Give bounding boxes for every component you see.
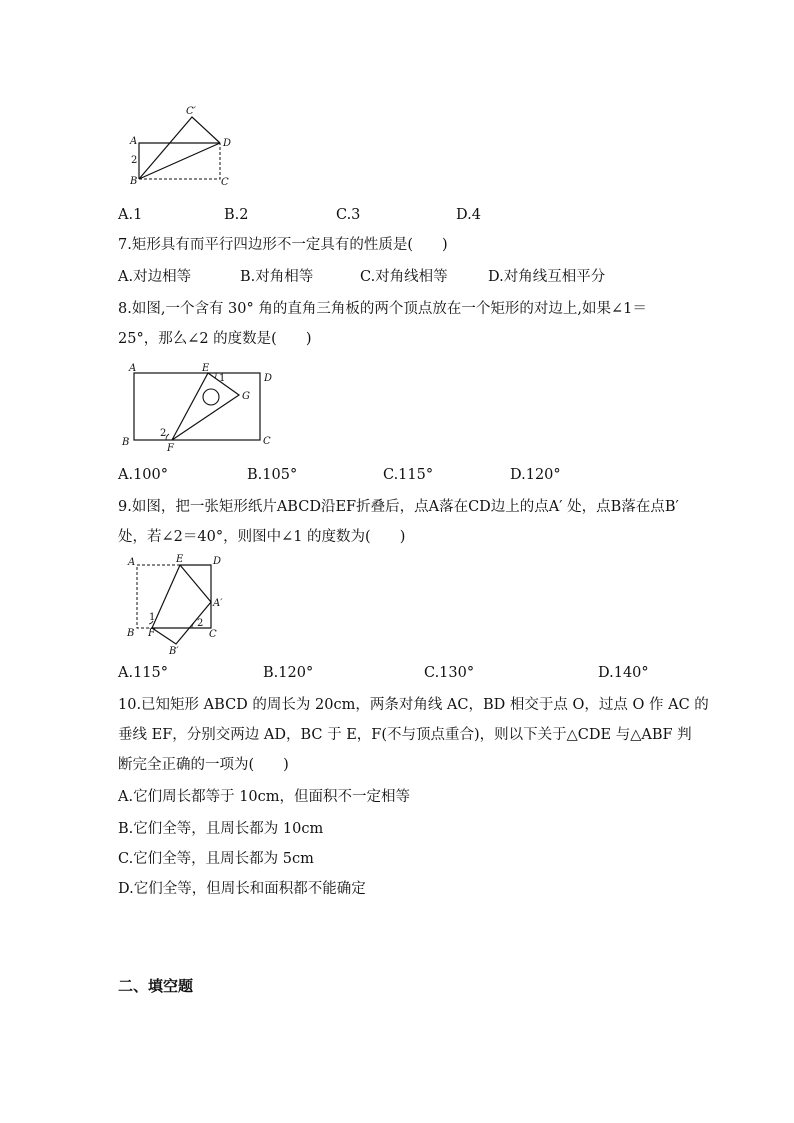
q8-stem-line2: 25°，那么∠2 的度数是( ) [118, 331, 312, 347]
q8-label-a: A [129, 363, 137, 374]
q7-option-c[interactable]: C.对角线相等 [360, 269, 448, 285]
q9-label-a: A [128, 557, 136, 568]
q6-label-c-prime: C′ [186, 106, 196, 117]
q8-option-d[interactable]: D.120° [510, 467, 561, 483]
q8-label-g: G [242, 391, 250, 402]
q6-label-a: A [130, 136, 138, 147]
q8-angle2-arc [166, 434, 169, 440]
q8-label-b: B [122, 437, 130, 448]
q7-option-d[interactable]: D.对角线互相平分 [488, 269, 606, 285]
q8-stem-line1: 8.如图,一个含有 30° 角的直角三角板的两个顶点放在一个矩形的对边上,如果∠1＝ [118, 301, 647, 317]
q8-figure [116, 360, 286, 456]
q9-label-f: F [148, 628, 155, 639]
q9-label-b: B [127, 628, 135, 639]
q8-label-c: C [263, 436, 271, 447]
q8-angle1-arc [215, 373, 216, 378]
q6-option-c[interactable]: C.3 [336, 207, 361, 223]
q9-label-c: C [209, 629, 217, 640]
q9-label-b-prime: B′ [169, 646, 179, 657]
q9-label-a-prime: A′ [213, 598, 223, 609]
q10-option-c[interactable]: C.它们全等，且周长都为 5cm [118, 851, 314, 867]
q9-label-angle1: 1 [149, 612, 156, 623]
q8-label-angle1: 1 [219, 373, 226, 384]
q8-option-a[interactable]: A.100° [118, 467, 169, 483]
q6-label-d: D [223, 138, 232, 149]
q9-label-e: E [176, 554, 184, 565]
q10-stem-line1: 10.已知矩形 ABCD 的周长为 20cm，两条对角线 AC，BD 相交于点 O，过点 O 作 AC 的 [118, 697, 709, 713]
q9-figure [118, 552, 230, 660]
q10-option-b[interactable]: B.它们全等，且周长都为 10cm [118, 821, 324, 837]
q10-option-d[interactable]: D.它们全等，但周长和面积都不能确定 [118, 881, 366, 897]
q8-label-angle2: 2 [160, 428, 167, 439]
q6-option-b[interactable]: B.2 [224, 207, 249, 223]
q9-folded-part [152, 565, 211, 644]
q6-label-c: C [221, 177, 229, 188]
q8-option-b[interactable]: B.105° [247, 467, 298, 483]
q9-label-d: D [213, 556, 222, 567]
q9-rect-dashed [137, 565, 180, 628]
q8-option-c[interactable]: C.115° [383, 467, 434, 483]
q7-stem: 7.矩形具有而平行四边形不一定具有的性质是( ) [118, 237, 448, 253]
q7-option-b[interactable]: B.对角相等 [240, 269, 314, 285]
q8-label-d: D [264, 373, 273, 384]
q8-set-square [172, 373, 239, 440]
q8-label-f: F [167, 443, 174, 454]
q6-label-side-2: 2 [131, 155, 138, 166]
q8-rectangle [134, 373, 260, 440]
q9-option-d[interactable]: D.140° [598, 665, 649, 681]
q10-option-a[interactable]: A.它们周长都等于 10cm，但面积不一定相等 [118, 789, 411, 805]
q9-stem-line2: 处，若∠2＝40°，则图中∠1 的度数为( ) [118, 529, 406, 545]
q6-option-a[interactable]: A.1 [118, 207, 143, 223]
q9-stem-line1: 9.如图，把一张矩形纸片ABCD沿EF折叠后，点A落在CD边上的点A′ 处，点B落在点B′ [118, 499, 679, 515]
q9-option-a[interactable]: A.115° [118, 665, 169, 681]
q9-option-c[interactable]: C.130° [424, 665, 475, 681]
q6-diagonal-bd [139, 143, 220, 179]
q8-label-e: E [202, 363, 210, 374]
q9-label-angle2: 2 [197, 618, 204, 629]
q6-option-d[interactable]: D.4 [456, 207, 481, 223]
q10-stem-line3: 断完全正确的一项为( ) [118, 757, 289, 773]
section-heading-fill-in: 二、填空题 [118, 977, 194, 995]
q9-option-b[interactable]: B.120° [263, 665, 314, 681]
q6-figure [120, 100, 250, 192]
q8-set-square-hole [203, 389, 219, 405]
q6-label-b: B [130, 176, 138, 187]
q10-stem-line2: 垂线 EF，分别交两边 AD，BC 于 E，F(不与顶点重合)，则以下关于△CDE 与△ABF 判 [118, 727, 692, 743]
q7-option-a[interactable]: A.对边相等 [118, 269, 192, 285]
